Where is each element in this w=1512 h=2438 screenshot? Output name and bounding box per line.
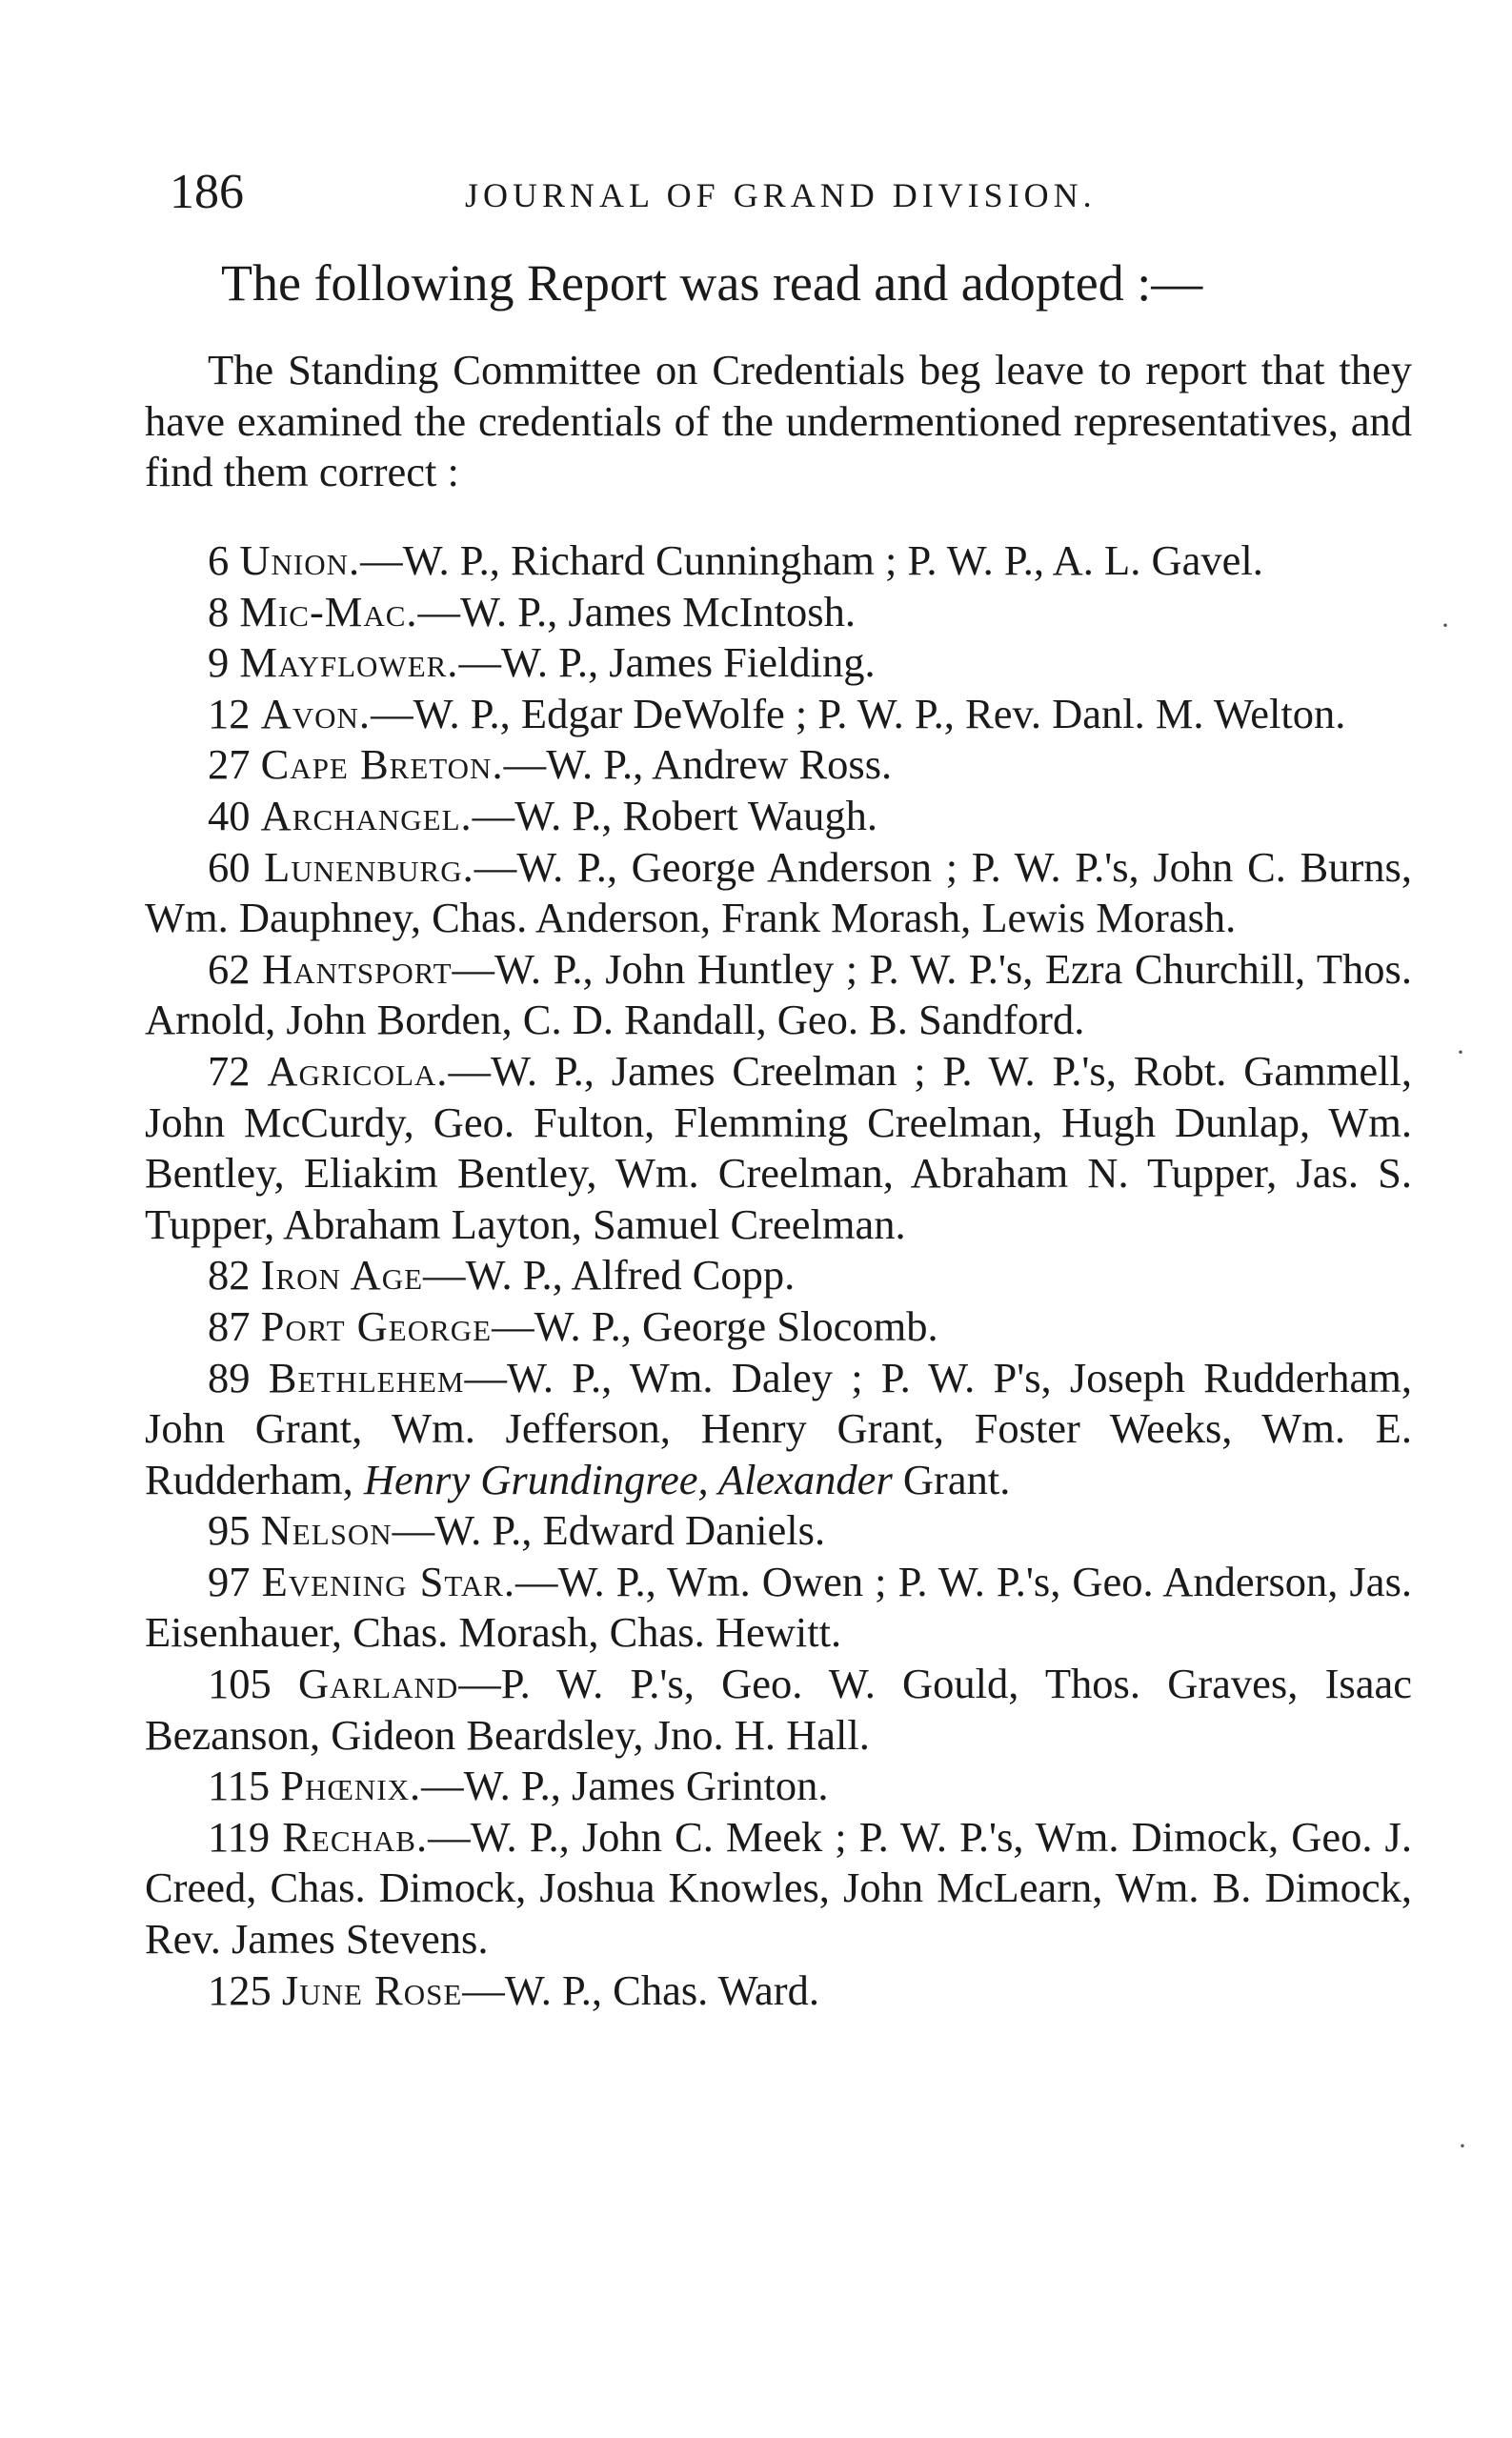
representatives-text: —W. P., Richard Cunningham ; P. W. P., A. L. Gavel. [360,536,1263,584]
representatives-text: —W. P., James Fielding. [458,638,876,687]
representatives-text: —W. P., George Anderson ; P. W. P.'s, John C. Burns, Wm. Dauphney, Chas. Anderson, Frank Morash, Lewis Morash. [145,842,1412,942]
lodge-name: Lunenburg. [264,842,474,891]
representatives-text: —W. P., Andrew Ross. [503,740,893,789]
lodge-name: Evening Star. [261,1557,516,1605]
lodge-entry [145,739,1412,791]
lodge-number: 125 [208,1965,272,2014]
lodge-entry [145,1301,1412,1353]
representatives-text: —W. P., John C. Meek ; P. W. P.'s, Wm. Dimock, Geo. J. Creed, Chas. Dimock, Joshua Knowles, John McLearn, Wm. B. Dimock, Rev. James Stevens. [145,1812,1412,1964]
report-paragraph: The Standing Committee on Credentials beg leave to report that they have examined the credentials of the undermentioned representatives, and find them correct : [145,346,1412,496]
report-body [145,345,1412,498]
lodge-number: 6 [208,536,230,584]
lodge-name: Port George [260,1301,493,1350]
lodge-entry [145,842,1412,944]
lodge-number: 9 [208,638,230,687]
lodge-name: Agricola. [267,1046,449,1095]
lodge-entry [145,944,1412,1046]
representatives-text: —W. P., Edgar DeWolfe ; P. W. P., Rev. Danl. M. Welton. [371,689,1346,737]
lodge-name: June Rose [281,1965,463,2014]
lodge-number: 115 [208,1762,271,1810]
page-number: 186 [170,165,244,219]
lodge-entry [145,587,1412,638]
lodge-number: 8 [208,587,230,635]
representatives-text: —W. P., Alfred Copp. [423,1251,796,1300]
lodge-number: 95 [208,1506,251,1555]
lodge-number: 60 [208,842,251,891]
lodge-entry [145,1965,1412,2017]
representatives-text: —W. P., Wm. Daley ; P. W. P's, Joseph Rudderham, John Grant, Wm. Jefferson, Henry Grant, Foster Weeks, Wm. E. Rudderham, [145,1353,1413,1503]
margin-dot: · [1458,2130,1467,2162]
lodge-name: Archangel. [260,791,473,839]
lodge-name: Avon. [260,689,372,737]
lodge-entry [145,535,1412,587]
margin-dot: · [1441,610,1450,641]
lodge-number: 72 [208,1046,251,1095]
representatives-text: —W. P., George Slocomb. [492,1301,938,1350]
lodge-entry [145,1659,1412,1761]
report-intro: The following Report was read and adopted :— [221,254,1203,312]
lodge-number: 87 [208,1301,251,1350]
lodge-number: 105 [208,1660,272,1708]
lodge-number: 27 [208,740,251,789]
representatives-text: —W. P., John Huntley ; P. W. P.'s, Ezra Churchill, Thos. Arnold, John Borden, C. D. Randall, Geo. B. Sandford. [145,944,1412,1044]
lodge-name: Mic-Mac. [239,587,418,635]
lodge-name: Hantsport [262,944,453,993]
lodge-entry [145,1812,1412,1965]
lodge-number: 119 [208,1812,271,1861]
lodge-number: 62 [208,944,251,993]
lodge-name: Cape Breton. [260,740,504,789]
representatives-text: —W. P., James Creelman ; P. W. P.'s, Robt. Gammell, John McCurdy, Geo. Fulton, Flemming Creelman, Hugh Dunlap, Wm. Bentley, Eliakim Bentley, Wm. Creelman, Abraham N. Tupper, Jas. S. Tupper, Abraham Layton, Samuel Creelman. [145,1046,1413,1248]
lodge-name: Garland [297,1660,459,1708]
lodge-number: 40 [208,791,251,839]
lodge-name: Union. [239,536,361,584]
representatives-text: —W. P., James McIntosh. [417,587,856,635]
representatives-italic-text: Henry Grundingree, Alexander [363,1455,893,1503]
lodge-name: Mayflower. [239,638,459,687]
lodge-name: Nelson [260,1506,393,1555]
representatives-text: —W. P., James Grinton. [421,1762,829,1810]
lodge-entry [145,637,1412,689]
representatives-list [145,535,1412,2016]
running-head: JOURNAL OF GRAND DIVISION. [465,176,1097,214]
lodge-number: 82 [208,1251,251,1300]
representatives-text: —P. W. P.'s, Geo. W. Gould, Thos. Graves, Isaac Bezanson, Gideon Beardsley, Jno. H. Hall. [145,1660,1412,1759]
representatives-text: —W. P., Robert Waugh. [472,791,878,839]
lodge-name: Iron Age [260,1251,424,1300]
representatives-tail-text: Grant. [892,1455,1011,1503]
lodge-entry [145,1761,1412,1812]
lodge-entry [145,1353,1412,1506]
lodge-entry [145,1046,1412,1250]
lodge-name: Rechab. [282,1812,429,1861]
lodge-number: 89 [208,1353,251,1401]
lodge-number: 12 [208,689,251,737]
lodge-entry [145,791,1412,842]
lodge-name: Bethlehem [268,1353,465,1401]
representatives-text: —W. P., Edward Daniels. [392,1506,826,1555]
lodge-name: Phœnix. [280,1762,422,1810]
lodge-entry [145,1505,1412,1557]
representatives-text: —W. P., Chas. Ward. [462,1965,819,2014]
lodge-entry [145,1250,1412,1301]
lodge-entry [145,1557,1412,1659]
representatives-text: —W. P., Wm. Owen ; P. W. P.'s, Geo. Anderson, Jas. Eisenhauer, Chas. Morash, Chas. Hewitt. [145,1557,1413,1657]
page-header [170,164,1408,231]
margin-dot: · [1456,1037,1465,1068]
lodge-number: 97 [208,1557,251,1605]
lodge-entry [145,689,1412,740]
